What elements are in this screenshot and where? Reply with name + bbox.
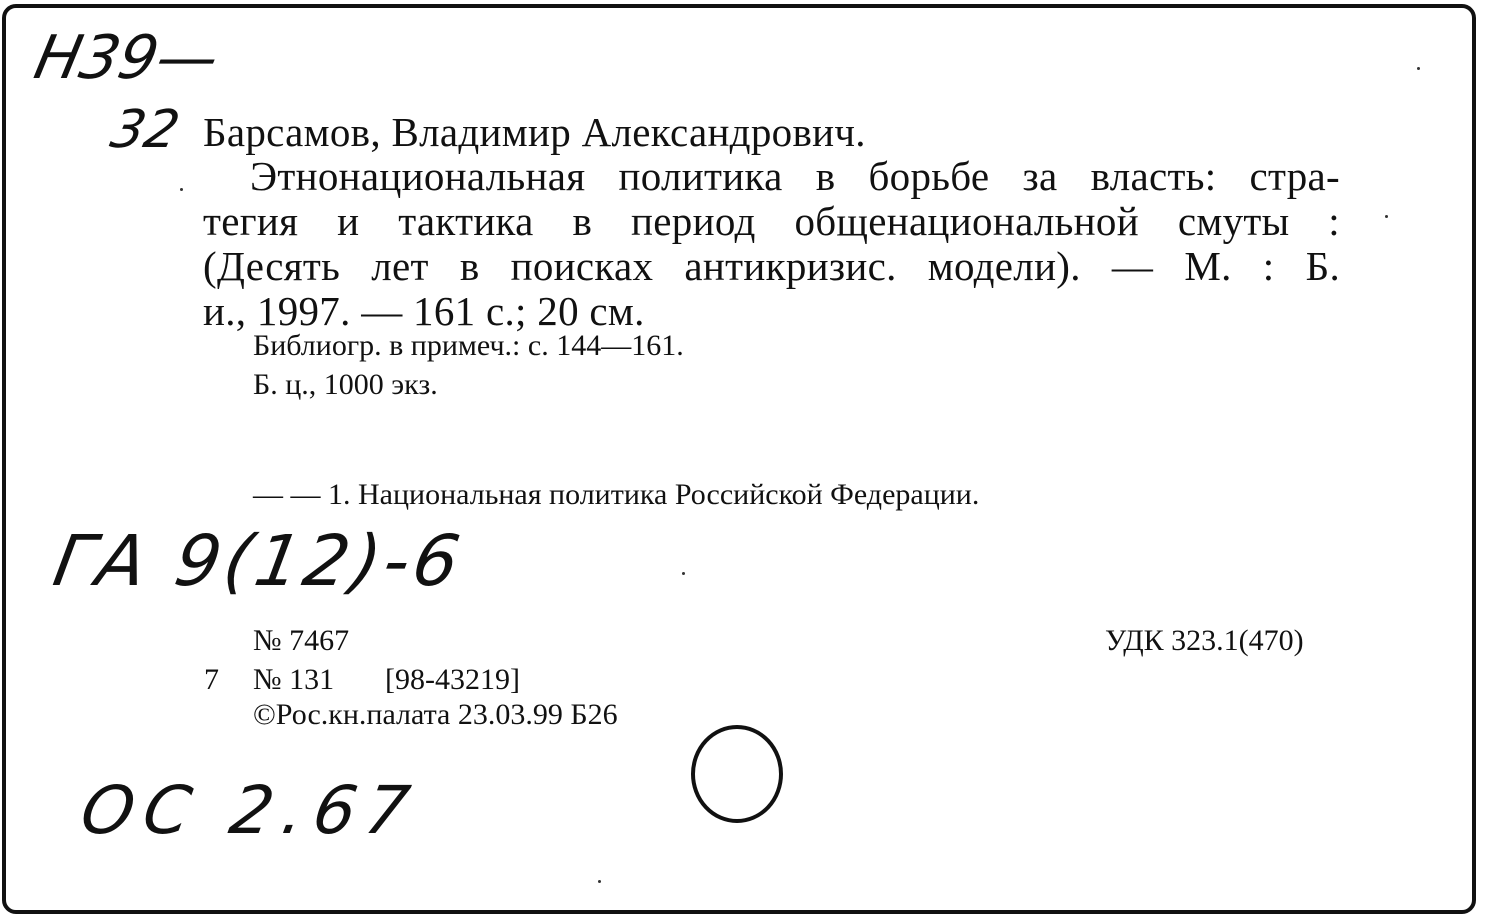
scan-speck <box>180 188 183 191</box>
udc-code: УДК 323.1(470) <box>1105 624 1304 657</box>
issue-prefix: 7 <box>204 663 219 696</box>
copyright-line: ©Рос.кн.палата 23.03.99 Б26 <box>253 698 618 731</box>
scan-speck <box>682 572 685 575</box>
title-line-1: Этнонациональная политика в борьбе за власть: стра- <box>250 153 1340 199</box>
scan-speck <box>1417 67 1420 70</box>
subject-heading: — — 1. Национальная политика Российской Федерации. <box>253 478 980 511</box>
title-line-3: (Десять лет в поисках антикризис. модели). — М. : Б. <box>203 243 1340 289</box>
record-number: № 7467 <box>253 624 350 657</box>
handwritten-shelf-mark-top: Н39— <box>28 23 225 93</box>
title-line-4: и., 1997. — 161 с.; 20 см. <box>203 288 645 334</box>
drawn-circle-mark <box>688 722 788 826</box>
scan-speck <box>598 880 601 883</box>
handwritten-classification: ГА 9(12)-6 <box>47 520 470 602</box>
registration-code: [98-43219] <box>385 663 520 696</box>
handwritten-shelf-mark-bottom: 32 <box>105 100 185 160</box>
scan-speck <box>1385 215 1388 218</box>
price-run-note: Б. ц., 1000 экз. <box>253 368 438 401</box>
author-heading: Барсамов, Владимир Александрович. <box>203 109 866 155</box>
issue-number: № 131 <box>253 663 335 696</box>
title-line-2: тегия и тактика в период общенациональной смуты : <box>203 198 1340 244</box>
bibliography-note: Библиогр. в примеч.: с. 144—161. <box>253 329 684 362</box>
handwritten-inventory-code: ОС 2.67 <box>75 772 425 849</box>
